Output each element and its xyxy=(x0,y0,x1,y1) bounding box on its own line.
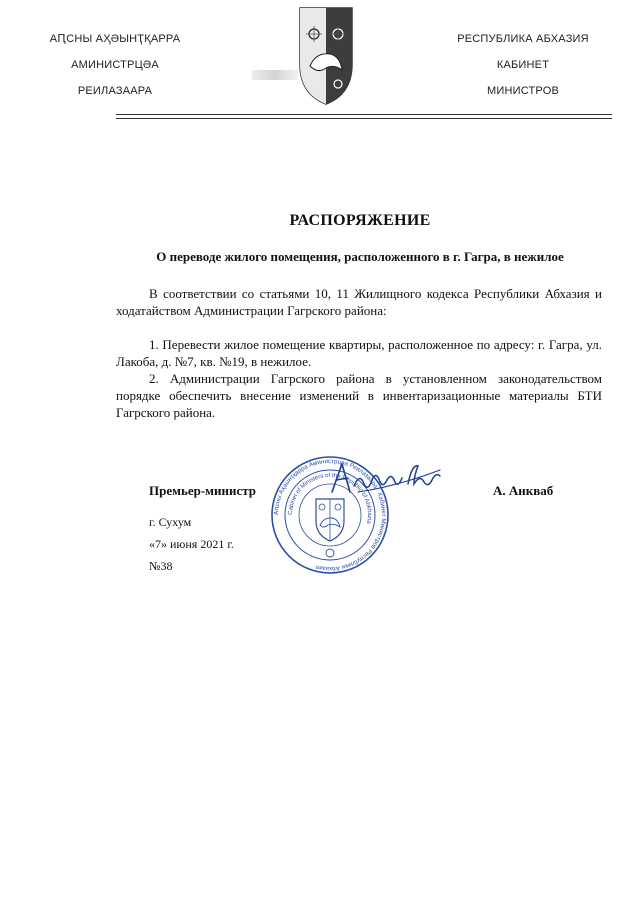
letterhead-left xyxy=(10,26,220,104)
header-rule-bottom xyxy=(116,118,612,119)
signatory-name: А. Анкваб xyxy=(493,483,554,498)
letterhead-left-line-2: АМИНИСТРЦӘА xyxy=(71,59,159,71)
stamp-inner-text: Cabinet of Ministers of the Republic of Abkhazia xyxy=(287,472,373,525)
letterhead-left-line-1: АԤСНЫ АҲӘЫНҬҚАРРА xyxy=(49,33,181,45)
signatory-role: Премьер-министр xyxy=(149,483,257,498)
order-item-2: 2. Администрации Гагрского района в установленном законодательством порядке обеспечить внесение изменений в инвентаризационные материалы БТИ Гагрского района. xyxy=(116,371,602,420)
place-of-issue: г. Сухум xyxy=(149,515,192,529)
letterhead xyxy=(0,0,640,124)
emblem-shadow xyxy=(252,70,298,80)
letterhead-right xyxy=(418,26,628,104)
letterhead-right-line-1: РЕСПУБЛИКА АБХАЗИЯ xyxy=(457,33,589,45)
header-rule-top xyxy=(116,114,612,115)
letterhead-left-line-3: РЕИЛАЗААРА xyxy=(77,85,153,97)
letterhead-right-line-3: МИНИСТРОВ xyxy=(486,85,559,97)
handwritten-signature-icon xyxy=(328,458,444,502)
document-title: РАСПОРЯЖЕНИЕ xyxy=(289,212,431,229)
preamble-paragraph: В соответствии со статьями 10, 11 Жилищного кодекса Республики Абхазия и ходатайством Администрации Гагрского района: xyxy=(116,286,602,318)
document-subject: О переводе жилого помещения, расположенного в г. Гагра, в нежилое xyxy=(156,249,564,264)
document-number: №38 xyxy=(149,559,173,573)
stamp-outer-text: Аԥсны Аҳәынҭқарра Аминистрцәа Реилазаара · Кабинет Министров Республики Абхазия xyxy=(272,457,388,573)
coat-of-arms-icon xyxy=(296,4,356,108)
order-item-1: 1. Перевести жилое помещение квартиры, расположенное по адресу: г. Гагра, ул. Лакоба, д. №7, кв. №19, в нежилое. xyxy=(116,337,602,369)
issue-date: «7» июня 2021 г. xyxy=(149,537,234,551)
letterhead-right-line-2: КАБИНЕТ xyxy=(496,59,550,71)
